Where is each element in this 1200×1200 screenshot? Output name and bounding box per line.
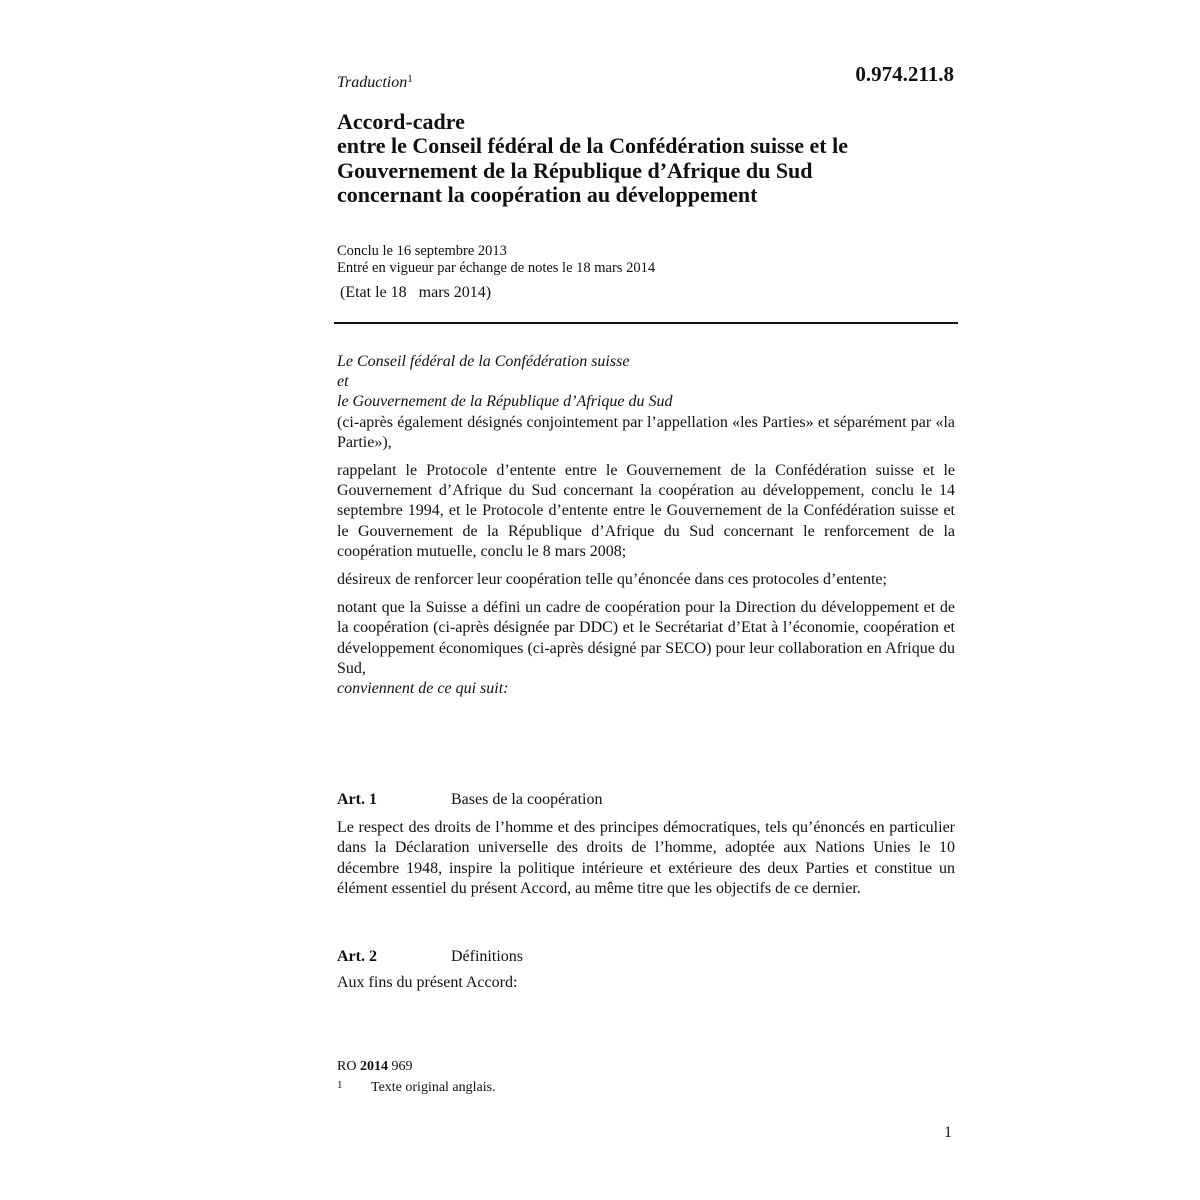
article-1	[337, 790, 955, 899]
agreement-clause: conviennent de ce qui suit:	[337, 680, 509, 698]
footnote	[337, 1080, 496, 1096]
article-number: Art. 2	[337, 948, 377, 965]
preamble	[337, 352, 955, 699]
conjunction: et	[337, 373, 349, 391]
header-divider	[334, 322, 958, 324]
recital-2: désireux de renforcer leur coopération telle qu’énoncée dans ces protocoles d’entente;	[337, 571, 887, 589]
article-text: Aux fins du présent Accord:	[337, 974, 518, 992]
footnote-ref[interactable]: 1	[407, 73, 413, 85]
party-2: le Gouvernement de la République d’Afrique du Sud	[337, 393, 673, 411]
article-heading	[337, 947, 955, 967]
article-text: Le respect des droits de l’homme et des principes démocratiques, tels qu’énoncés en particulier dans la Déclaration universelle des droits de l’homme, adoptée aux Nations Unies le 10 décembre 1948, inspire la politique intérieure et extérieure des deux Parties et constitue un élément essentiel du présent Accord, au même titre que les objectifs de ce dernier.	[337, 819, 955, 897]
party-1: Le Conseil fédéral de la Confédération suisse	[337, 353, 630, 370]
article-title: Bases de la coopération	[451, 791, 603, 808]
state-date: (Etat le 18 mars 2014)	[340, 284, 492, 301]
in-force-date: Entré en vigueur par échange de notes le 18 mars 2014	[337, 259, 656, 276]
systematic-number: 0.974.211.8	[855, 62, 954, 86]
ro-year: 2014	[359, 1059, 388, 1074]
official-compilation-ref: RO 2014 969	[337, 1059, 413, 1074]
document-title	[337, 110, 957, 207]
article-heading	[337, 790, 955, 810]
title-line: entre le Conseil fédéral de la Confédération suisse et le	[337, 133, 849, 159]
concluded-date: Conclu le 16 septembre 2013	[337, 243, 507, 259]
article-title: Définitions	[451, 948, 523, 965]
recital-1: rappelant le Protocole d’entente entre le Gouvernement de la Confédération suisse et le Gouvernement d’Afrique du Sud concernant la coopération au développement, conclu le 14 septembre 1994, et le Protocole d’entente entre le Gouvernement de la Confédération suisse et le Gouvernement de la République d’Afrique du Sud concernant le renforcement de la coopération mutuelle, conclu le 8 mars 2008;	[337, 462, 955, 560]
designation-paragraph: (ci-après également désignés conjointement par l’appellation «les Parties» et séparément par «la Partie»),	[337, 413, 955, 451]
translation-label: Traduction$^1$	[337, 73, 413, 91]
conclusion-info	[337, 243, 655, 276]
title-line: concernant la coopération au développement	[337, 181, 758, 207]
title-line: Gouvernement de la République d’Afrique du Sud	[337, 157, 813, 183]
footnote-text: Texte original anglais.	[371, 1080, 496, 1095]
article-2	[337, 947, 955, 993]
recital-3: notant que la Suisse a défini un cadre de coopération pour la Direction du développement et de la coopération (ci-après désignée par DDC) et le Secrétariat d’Etat à l’économie, coopération et développement économiques (ci-après désigné par SECO) pour leur collaboration en Afrique du Sud,	[337, 599, 955, 677]
article-number: Art. 1	[337, 791, 377, 808]
page-number: 1	[944, 1124, 952, 1141]
footnote-number: 1	[337, 1079, 343, 1091]
title-line: Accord-cadre	[337, 109, 465, 134]
